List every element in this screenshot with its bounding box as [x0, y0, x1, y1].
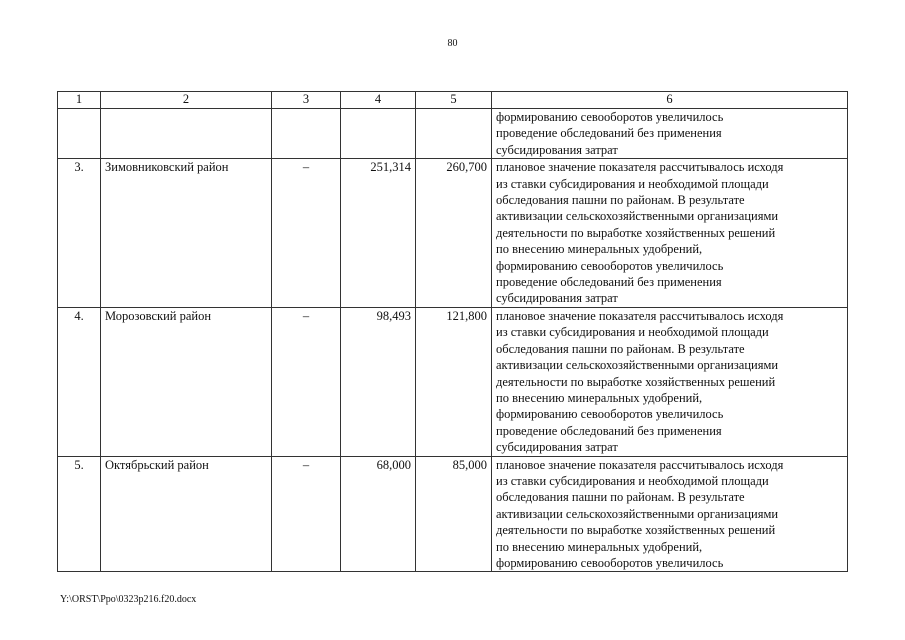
column-5-cell: 260,700: [416, 159, 492, 308]
explanation-line: проведение обследований без применения: [496, 275, 722, 290]
explanation-line: из ставки субсидирования и необходимой площади: [496, 325, 769, 340]
explanation-line: по внесению минеральных удобрений,: [496, 539, 703, 554]
explanation-line: проведение обследований без применения: [496, 126, 722, 141]
column-header: 2: [101, 92, 272, 109]
explanation-line: из ставки субсидирования и необходимой площади: [496, 176, 769, 191]
district-cell: [101, 109, 272, 159]
explanation-line: активизации сельскохозяйственными организациями: [496, 209, 779, 224]
explanation-line: формированию севооборотов увеличилось: [496, 258, 724, 273]
column-5-cell: 121,800: [416, 307, 492, 456]
column-3-cell: –: [272, 307, 341, 456]
table-row: [58, 307, 848, 456]
explanation-line: деятельности по выработке хозяйственных решений: [496, 374, 776, 389]
data-table: [57, 91, 848, 572]
district-cell: Морозовский район: [101, 307, 272, 456]
row-number-cell: 4.: [58, 307, 101, 456]
table-row: [58, 159, 848, 308]
explanation-cell: [492, 159, 848, 308]
explanation-cell: [492, 456, 848, 572]
explanation-cell: [492, 109, 848, 159]
column-3-cell: –: [272, 159, 341, 308]
explanation-line: активизации сельскохозяйственными организациями: [496, 506, 779, 521]
row-number-cell: [58, 109, 101, 159]
explanation-line: плановое значение показателя рассчитывалось исходя: [496, 160, 784, 175]
explanation-line: субсидирования затрат: [496, 142, 618, 157]
table-row: [58, 456, 848, 572]
explanation-line: проведение обследований без применения: [496, 423, 722, 438]
table-header-row: [58, 92, 848, 109]
column-header: 6: [492, 92, 848, 109]
column-4-cell: 251,314: [341, 159, 416, 308]
explanation-line: субсидирования затрат: [496, 291, 618, 306]
explanation-line: обследования пашни по районам. В результате: [496, 193, 745, 208]
explanation-line: субсидирования затрат: [496, 440, 618, 455]
page-number: 80: [447, 38, 458, 49]
explanation-line: плановое значение показателя рассчитывалось исходя: [496, 308, 784, 323]
explanation-line: активизации сельскохозяйственными организациями: [496, 358, 779, 373]
column-4-cell: [341, 109, 416, 159]
explanation-line: формированию севооборотов увеличилось: [496, 555, 724, 570]
district-cell: Зимовниковский район: [101, 159, 272, 308]
explanation-line: деятельности по выработке хозяйственных решений: [496, 225, 776, 240]
explanation-line: формированию севооборотов увеличилось: [496, 407, 724, 422]
explanation-line: деятельности по выработке хозяйственных решений: [496, 523, 776, 538]
column-5-cell: [416, 109, 492, 159]
column-header: 3: [272, 92, 341, 109]
row-number-cell: 3.: [58, 159, 101, 308]
explanation-line: по внесению минеральных удобрений,: [496, 242, 703, 257]
footer-file-path: Y:\ORST\Ppo\0323p216.f20.docx: [60, 594, 197, 605]
column-header: 1: [58, 92, 101, 109]
column-header: 4: [341, 92, 416, 109]
explanation-line: обследования пашни по районам. В результате: [496, 490, 745, 505]
table-body: [58, 109, 848, 572]
explanation-line: формированию севооборотов увеличилось: [496, 110, 724, 124]
table-row: [58, 109, 848, 159]
column-3-cell: –: [272, 456, 341, 572]
explanation-line: плановое значение показателя рассчитывалось исходя: [496, 457, 784, 472]
column-5-cell: 85,000: [416, 456, 492, 572]
explanation-line: обследования пашни по районам. В результате: [496, 341, 745, 356]
explanation-line: из ставки субсидирования и необходимой площади: [496, 473, 769, 488]
column-4-cell: 98,493: [341, 307, 416, 456]
district-cell: Октябрьский район: [101, 456, 272, 572]
explanation-cell: [492, 307, 848, 456]
row-number-cell: 5.: [58, 456, 101, 572]
column-4-cell: 68,000: [341, 456, 416, 572]
column-header: 5: [416, 92, 492, 109]
explanation-line: по внесению минеральных удобрений,: [496, 390, 703, 405]
column-3-cell: [272, 109, 341, 159]
